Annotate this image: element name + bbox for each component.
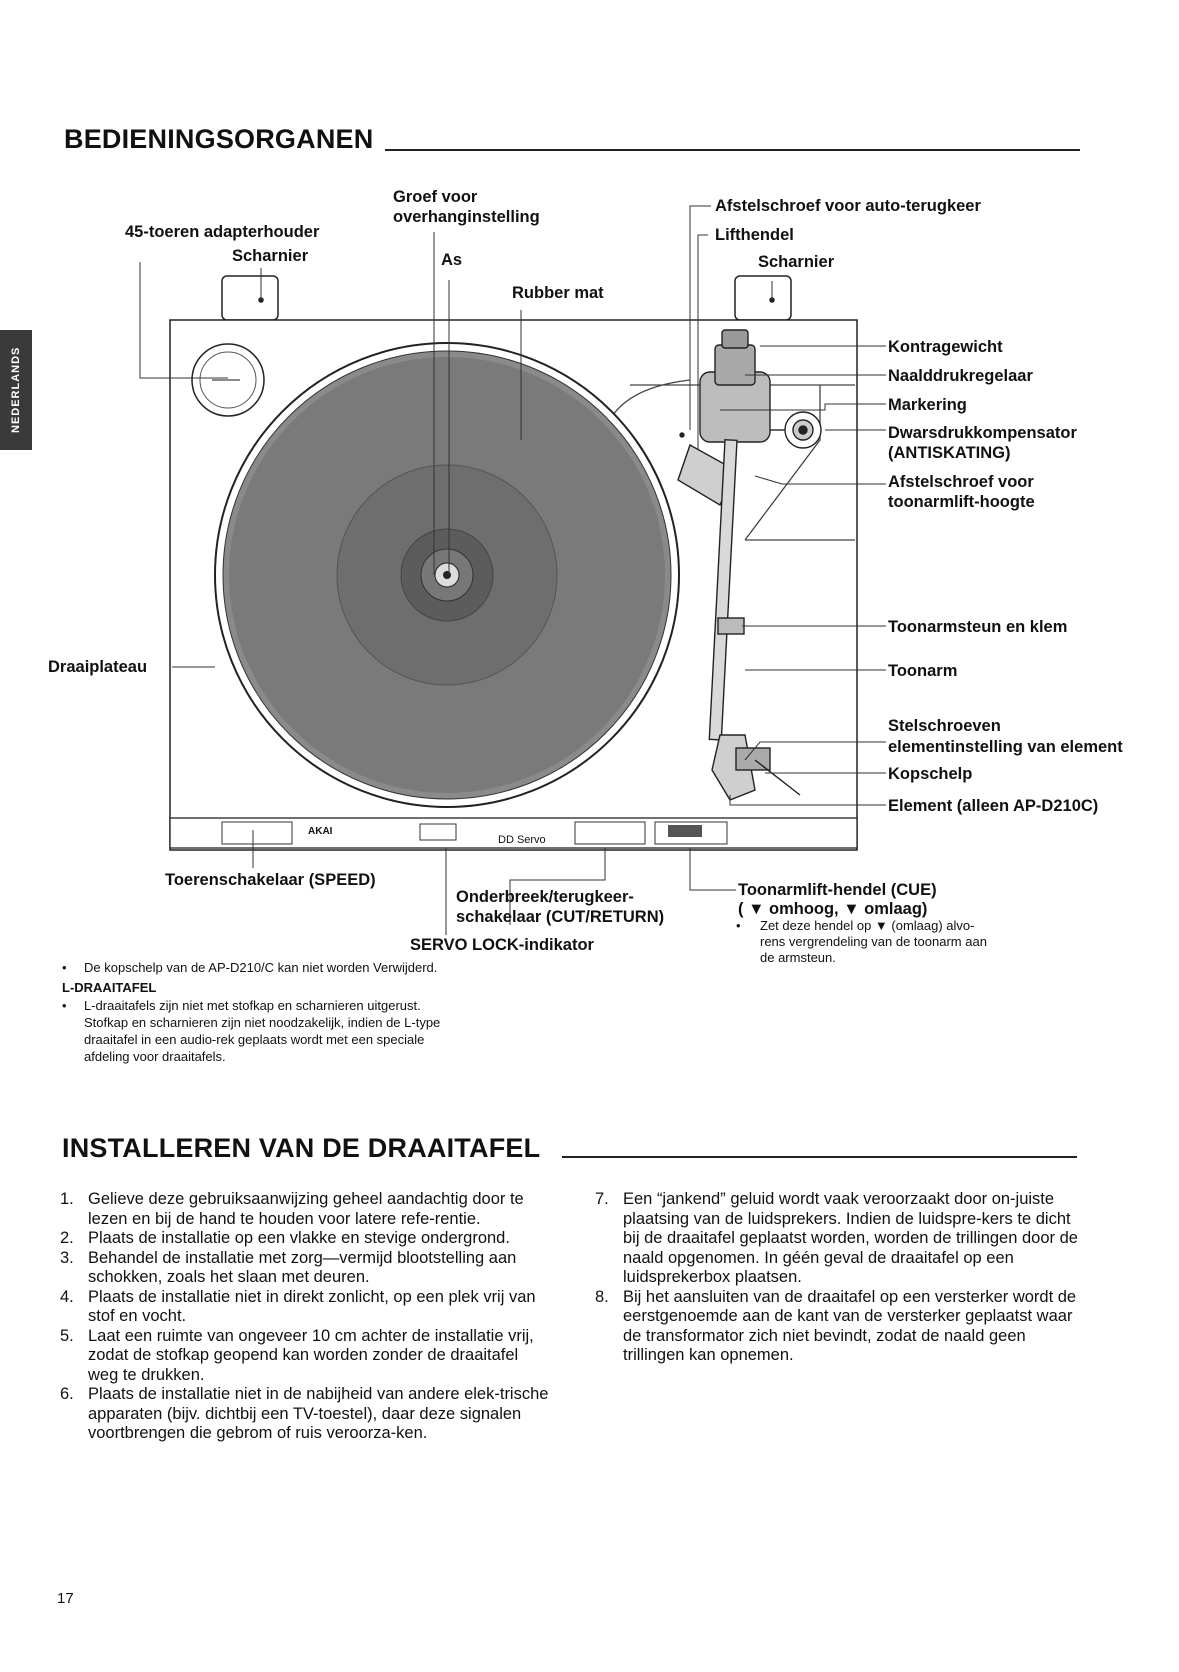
label-cue-2: ( ▼ omhoog, ▼ omlaag)	[738, 900, 928, 918]
label-stylus-pressure: Naalddrukregelaar	[888, 367, 1033, 385]
label-spindle: As	[441, 251, 463, 269]
cue-note-3: de armsteun.	[760, 950, 836, 965]
install-list-right	[595, 1190, 1087, 1366]
label-groove-1: Groef voor	[393, 188, 478, 206]
panel-brand: AKAI	[308, 826, 333, 837]
l-note-2: Stofkap en scharnieren zijn niet noodzakelijk, indien de L-type	[84, 1015, 441, 1030]
label-hinge-right: Scharnier	[758, 253, 835, 271]
label-lift-height-1: Afstelschroef voor	[888, 473, 1034, 491]
headshell-note: De kopschelp van de AP-D210/C kan niet worden Verwijderd.	[84, 960, 438, 975]
cue-note-1: Zet deze hendel op ▼ (omlaag) alvo-	[760, 918, 975, 933]
l-note-3: draaitafel in een audio-rek geplaats wordt met een speciale	[84, 1032, 425, 1047]
page-number: 17	[57, 1590, 74, 1607]
note-bullet: •	[62, 998, 67, 1013]
hinge-left-drawing	[222, 276, 278, 320]
label-speed-switch: Toerenschakelaar (SPEED)	[165, 871, 376, 889]
l-note-1: L-draaitafels zijn niet met stofkap en scharnieren uitgerust.	[84, 998, 421, 1013]
l-note-4: afdeling voor draaitafels.	[84, 1049, 226, 1064]
list-item: 7. Een “jankend” geluid wordt vaak veroorzaakt door on-juiste plaatsing van de luidsprekers. Indien de luidspre-kers te dicht bij de draaitafel geplaatst worden, worden de trillingen door de naald opgenomen. In géén geval de draaitafel op een luidsprekerbox plaatsen.	[595, 1190, 1078, 1286]
label-set-screws-2: elementinstelling van element	[888, 738, 1123, 756]
label-marking: Markering	[888, 396, 967, 414]
label-tonearm: Toonarm	[888, 662, 958, 680]
list-item: 8. Bij het aansluiten van de draaitafel op een versterker wordt de eerstgenoemde aan de kant van de versterker geplaatst waar de transformator zich niet bevindt, zodat de naald geen trillingen kan opnemen.	[595, 1287, 1077, 1364]
panel-dd-servo: DD Servo	[498, 834, 546, 846]
label-auto-return-screw: Afstelschroef voor auto-terugkeer	[715, 197, 981, 215]
language-tab: NEDERLANDS	[0, 330, 32, 450]
hinge-right-drawing	[735, 276, 791, 320]
label-rubber-mat: Rubber mat	[512, 284, 604, 302]
label-counterweight: Kontragewicht	[888, 338, 1003, 356]
label-adapter-holder: 45-toeren adapterhouder	[125, 223, 320, 241]
list-item: 2. Plaats de installatie op een vlakke en stevige ondergrond.	[60, 1229, 510, 1247]
title-rule	[562, 1156, 1077, 1158]
label-antiskate-1: Dwarsdrukkompensator	[888, 424, 1077, 442]
section-title-install: INSTALLEREN VAN DE DRAAITAFEL	[62, 1133, 541, 1163]
label-hinge-left: Scharnier	[232, 247, 309, 265]
label-lift-height-2: toonarmlift-hoogte	[888, 493, 1035, 511]
label-cue-1: Toonarmlift-hendel (CUE)	[738, 881, 937, 899]
label-cut-return-1: Onderbreek/terugkeer-	[456, 888, 634, 906]
note-bullet: •	[736, 918, 741, 933]
label-cartridge: Element (alleen AP-D210C)	[888, 797, 1099, 815]
install-list-left	[60, 1190, 552, 1444]
note-bullet: •	[62, 960, 67, 975]
list-item: 1. Gelieve deze gebruiksaanwijzing geheel aandachtig door te lezen en bij de hand te houden voor latere refe-rentie.	[60, 1190, 524, 1228]
section-title-controls: BEDIENINGSORGANEN	[64, 124, 374, 154]
label-cut-return-2: schakelaar (CUT/RETURN)	[456, 908, 665, 926]
label-groove-2: overhanginstelling	[393, 208, 540, 226]
label-headshell: Kopschelp	[888, 765, 973, 783]
cue-note-2: rens vergrendeling van de toonarm aan	[760, 934, 987, 949]
label-servo-lock: SERVO LOCK-indikator	[410, 936, 594, 954]
label-armrest: Toonarmsteun en klem	[888, 618, 1068, 636]
list-item: 5. Laat een ruimte van ongeveer 10 cm achter de installatie vrij, zodat de stofkap geopend kan worden zonder de draaitafel weg te drukken.	[60, 1326, 534, 1384]
list-item: 6. Plaats de installatie niet in de nabijheid van andere elek-trische apparaten (bijv. dichtbij een TV-toestel), daar deze signalen voortbrengen die gebrom of ruis veroorza-ken.	[60, 1385, 549, 1442]
label-platter: Draaiplateau	[48, 658, 148, 676]
list-item: 3. Behandel de installatie met zorg—vermijd blootstelling aan schokken, zoals het slaan met deuren.	[60, 1248, 517, 1286]
label-lift-lever: Lifthendel	[715, 226, 794, 244]
l-turntable-title: L-DRAAITAFEL	[62, 980, 157, 995]
label-set-screws-1: Stelschroeven	[888, 717, 1001, 735]
list-item: 4. Plaats de installatie niet in direkt zonlicht, op een plek vrij van stof en vocht.	[60, 1287, 536, 1325]
label-antiskate-2: (ANTISKATING)	[888, 444, 1011, 462]
